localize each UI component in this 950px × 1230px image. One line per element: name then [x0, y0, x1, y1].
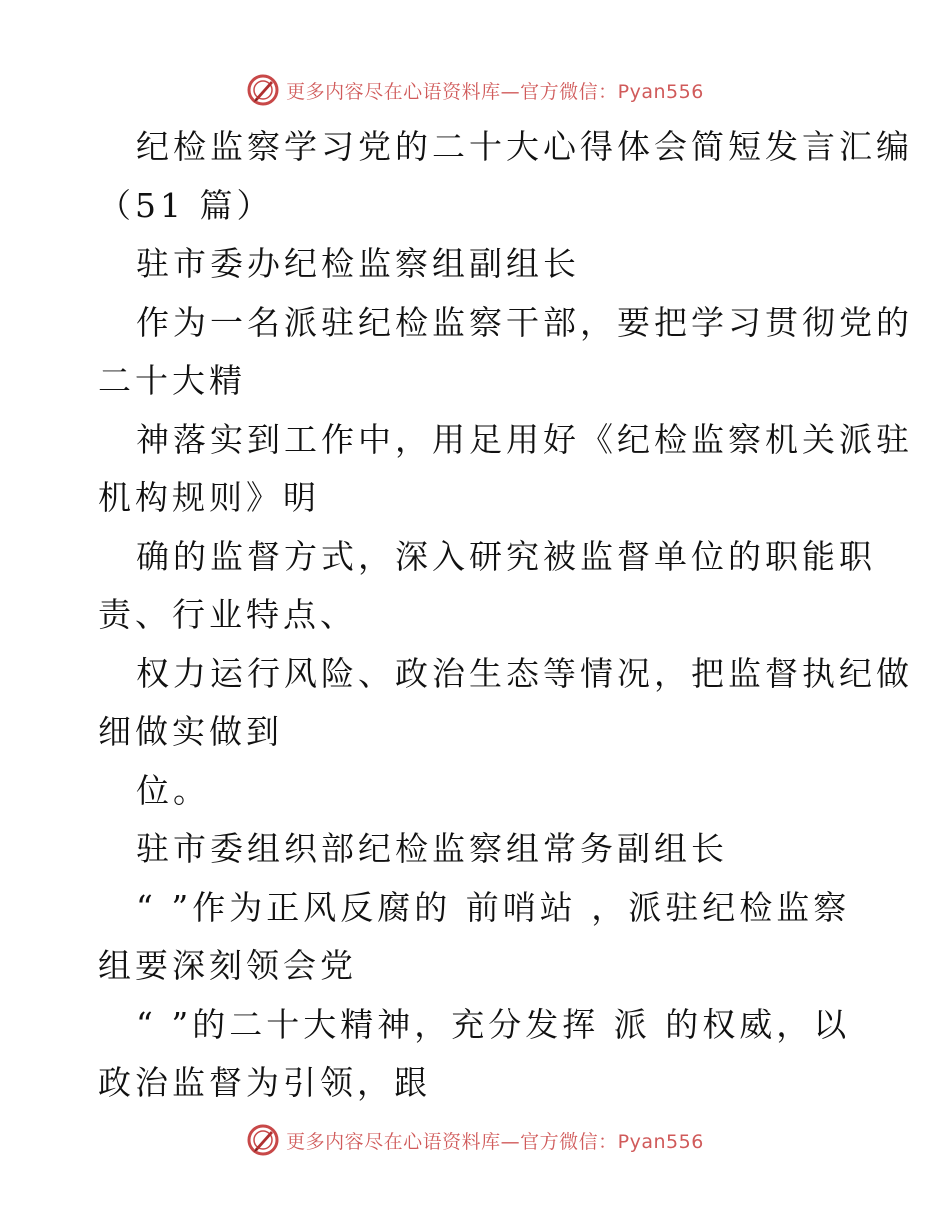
document-body [98, 118, 913, 1113]
doc-line-0: 纪检监察学习党的二十大心得体会简短发言汇编 （51 篇） [98, 127, 913, 225]
doc-line-5: 权力运行风险、政治生态等情况，把监督执纪做 细做实做到 [98, 653, 913, 751]
doc-line-3: 神落实到工作中，用足用好《纪检监察机关派驻 机构规则》明 [98, 419, 913, 517]
doc-line-2: 作为一名派驻纪检监察干部，要把学习贯彻党的 二十大精 [98, 302, 913, 400]
watermark-text: 更多内容尽在心语资料库—官方微信：Pyan556 [286, 1130, 704, 1153]
doc-line-9: “ ”的二十大精神，充分发挥 派 的权威，以 政治监督为引领，跟 [98, 1004, 851, 1102]
doc-line-4: 确的监督方式，深入研究被监督单位的职能职 责、行业特点、 [98, 536, 876, 634]
doc-line-7: 驻市委组织部纪检监察组常务副组长 [136, 829, 728, 868]
header-watermark-banner [0, 70, 950, 110]
pen-circle-logo-icon [246, 1123, 280, 1157]
doc-line-1: 驻市委办纪检监察组副组长 [136, 244, 580, 283]
watermark-text: 更多内容尽在心语资料库—官方微信：Pyan556 [286, 80, 704, 103]
doc-line-8: “ ”作为正风反腐的 前哨站 ，派驻纪检监察 组要深刻领会党 [98, 887, 851, 985]
pen-circle-logo-icon [246, 73, 280, 107]
footer-watermark-banner [0, 1120, 950, 1160]
doc-line-6: 位。 [136, 770, 210, 810]
